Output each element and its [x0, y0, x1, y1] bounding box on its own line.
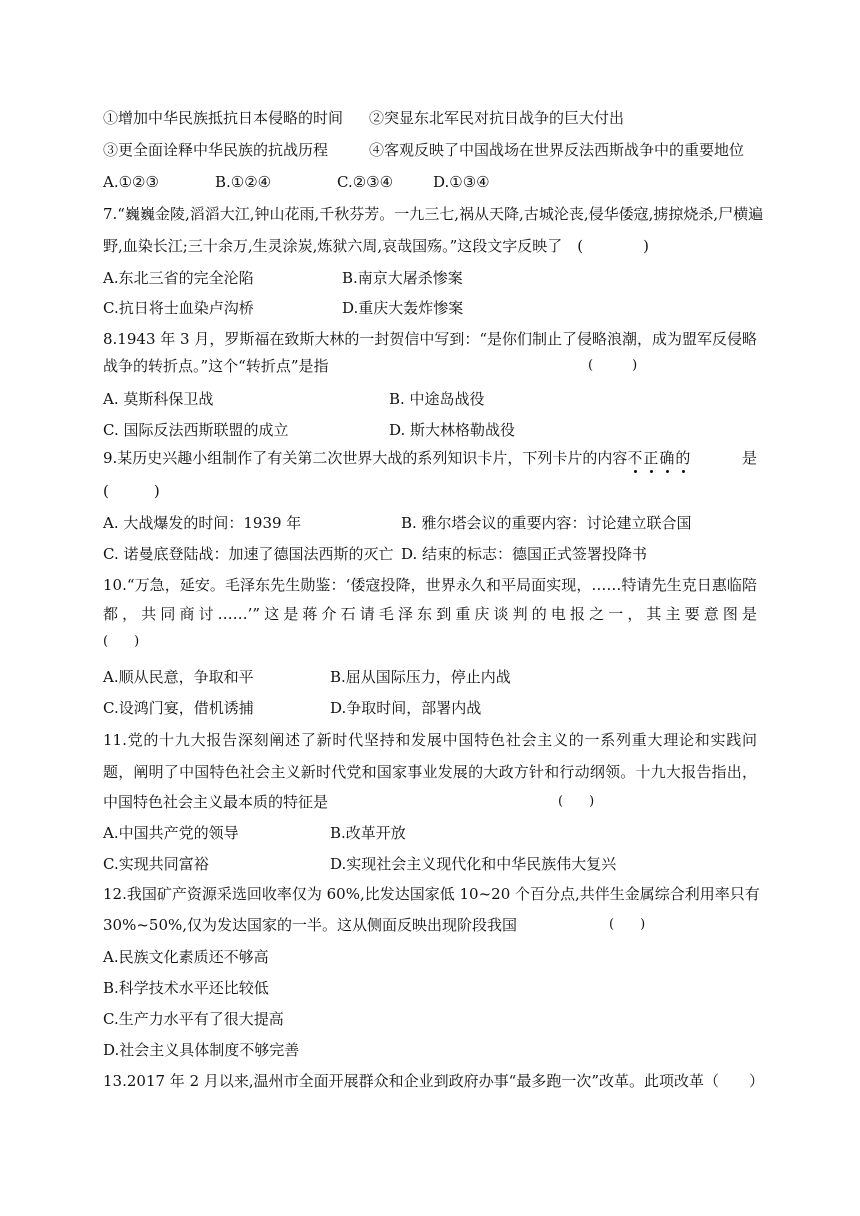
- q12-stem-line1: 12.我国矿产资源采选回收率仅为 60%,比发达国家低 10~20 个百分点,共伴生金属综合利用率只有: [103, 885, 760, 903]
- q6-option-b: B.①②④: [215, 173, 272, 191]
- q11-option-d: D.实现社会主义现代化和中华民族伟大复兴: [330, 855, 617, 873]
- q13-stem-line1: 13.2017 年 2 月以来,温州市全面开展群众和企业到政府办事“最多跑一次”改革。此项改革（ ）: [103, 1072, 764, 1090]
- q10-option-a: A.顺从民意，争取和平: [103, 668, 254, 686]
- q8-option-a: A. 莫斯科保卫战: [103, 390, 214, 408]
- q12-stem-line2: 30%~50%,仅为发达国家的一半。这从侧面反映出现阶段我国: [103, 916, 518, 934]
- q11-stem-line2: 题，阐明了中国特色社会主义新时代党和国家事业发展的大政方针和行动纲领。十九大报告指出，: [103, 763, 757, 781]
- q12-option-a: A.民族文化素质还不够高: [103, 948, 269, 966]
- q8-answer-paren: ( ): [588, 358, 638, 373]
- q6-option-a: A.①②③: [103, 173, 159, 191]
- q11-option-c: C.实现共同富裕: [103, 855, 209, 873]
- q9-answer-paren: ( ): [103, 482, 160, 500]
- statement-1: ①增加中华民族抵抗日本侵略的时间: [103, 109, 344, 127]
- emphasis-char: 的: [675, 449, 692, 467]
- q11-stem-line3: 中国特色社会主义最本质的特征是: [103, 793, 329, 811]
- q11-option-b: B.改革开放: [330, 824, 406, 842]
- q10-option-b: B.屈从国际压力，停止内战: [330, 668, 511, 686]
- q8-option-b: B. 中途岛战役: [389, 390, 485, 408]
- q11-option-a: A.中国共产党的领导: [103, 824, 239, 842]
- q10-stem-line1: 10.“万急，延安。毛泽东先生勋鉴：‘倭寇投降，世界永久和平局面实现，……特请先生克日惠临陪: [103, 576, 757, 594]
- q12-answer-paren: ( ): [609, 917, 646, 932]
- q12-option-b: B.科学技术水平还比较低: [103, 979, 269, 997]
- q9-option-b: B. 雅尔塔会议的重要内容：讨论建立联合国: [401, 514, 692, 532]
- q9-option-d: D. 结束的标志：德国正式签署投降书: [401, 545, 648, 563]
- q9-stem-line1: [103, 448, 757, 468]
- q10-option-c: C.设鸿门宴，借机诱捕: [103, 699, 254, 717]
- q12-option-c: C.生产力水平有了很大提高: [103, 1010, 284, 1028]
- q6-option-c: C.②③④: [337, 173, 394, 191]
- statement-2: ②突显东北军民对抗日战争的巨大付出: [369, 109, 625, 127]
- q12-option-d: D.社会主义具体制度不够完善: [103, 1041, 300, 1059]
- emphasis-char: 确: [659, 449, 676, 467]
- q10-option-d: D.争取时间，部署内战: [330, 699, 482, 717]
- q8-option-d: D. 斯大林格勒战役: [389, 421, 516, 439]
- q7-option-a: A.东北三省的完全沦陷: [103, 269, 254, 287]
- q11-stem-line1: 11.党的十九大报告深刻阐述了新时代坚持和发展中国特色社会主义的一系列重大理论和实践问: [103, 731, 757, 749]
- q7-option-d: D.重庆大轰炸惨案: [342, 299, 464, 317]
- q9-option-a: A. 大战爆发的时间：1939 年: [103, 514, 302, 532]
- q8-option-c: C. 国际反法西斯联盟的成立: [103, 421, 289, 439]
- q10-stem-line2: 都，共同商讨……’”这是蒋介石请毛泽东到重庆谈判的电报之一，其主要意图是: [103, 605, 757, 623]
- q8-stem-line2: 战争的转折点。”这个“转折点”是指: [103, 357, 329, 375]
- emphasis-char: 正: [643, 449, 660, 467]
- q9-option-c: C. 诺曼底登陆战：加速了德国法西斯的灭亡: [103, 545, 394, 563]
- q7-stem-line2: 野,血染长江;三十余万,生灵涂炭,炼狱六周,哀哉国殇。”这段文字反映了 ( ): [103, 237, 650, 255]
- statement-4: ④客观反映了中国战场在世界反法西斯战争中的重要地位: [369, 141, 745, 159]
- statement-3: ③更全面诠释中华民族的抗战历程: [103, 141, 329, 159]
- emphasis-char: 不: [627, 449, 644, 467]
- q11-answer-paren: ( ): [558, 794, 595, 809]
- q7-option-b: B.南京大屠杀惨案: [342, 269, 463, 287]
- q7-stem-line1: 7.“巍巍金陵,滔滔大江,钟山花雨,千秋芬芳。一九三七,祸从天降,古城沦丧,侵华倭寇,掳掠烧杀,尸横遍: [103, 205, 764, 223]
- q6-statements-row1: [103, 108, 343, 128]
- q7-option-c: C.抗日将士血染卢沟桥: [103, 299, 254, 317]
- q6-option-d: D.①③④: [433, 173, 490, 191]
- q10-answer-paren: ( ): [103, 634, 140, 649]
- q8-stem-line1: 8.1943 年 3 月，罗斯福在致斯大林的一封贺信中写到：“是你们制止了侵略浪潮，成为盟军反侵略: [103, 330, 758, 348]
- q9-stem-text: 9.某历史兴趣小组制作了有关第二次世界大战的系列知识卡片，下列卡片的内容: [103, 449, 628, 467]
- q9-stem-end: 是: [741, 449, 757, 467]
- q9-emphasis-text: [627, 449, 691, 467]
